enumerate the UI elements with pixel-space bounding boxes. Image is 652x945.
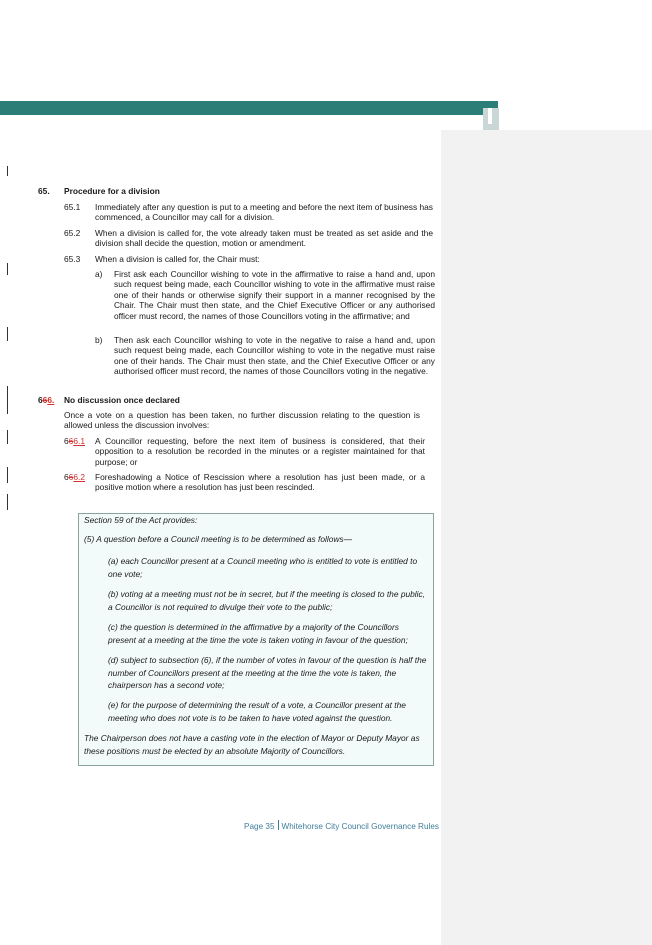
clause-number: 65.3 [64,254,81,264]
clause-text: When a division is called for, the vote already taken must be treated as set aside and the division shall decide the question, motion or amendment. [95,228,433,249]
clause-text: Immediately after any question is put to a meeting and before the next item of business has commenced, a Councillor may call for a division. [95,202,433,223]
clause-number: 65.2 [64,228,81,238]
quote-item-a: (a) each Councillor present at a Council meeting who is entitled to vote is entitled to one vote; [108,556,418,579]
change-bar [7,327,8,341]
change-bar [7,494,8,510]
change-bar [7,263,8,275]
section-66-number: 666. [38,395,55,405]
quote-item-b: (b) voting at a meeting must not be in secret, but if the meeting is closed to the public, a Councillor is not required to divulge their vote to the public; [108,589,426,612]
section-66-intro: Once a vote on a question has been taken, no further discussion relating to the question is allowed unless the discussion involves: [64,410,420,431]
subclause-letter: a) [95,269,103,279]
clause-number: 666.1 [64,436,85,446]
change-bar [7,467,8,483]
quote-item-c: (c) the question is determined in the affirmative by a majority of the Councillors present at a meeting at the time the vote is taken voting in favour of the question; [108,622,408,645]
clause-number: 666.2 [64,472,85,482]
clause-number: 65.1 [64,202,81,212]
subclause-text: First ask each Councillor wishing to vote in the affirmative to raise a hand and, upon such request being made, each Councillor wishing to vote in the affirmative must raise one of their hands or otherwise signify their support in a manner recognised by the Chair. The Chair must then state, and the Chief Executive Officer or any authorised officer must record, the names of those Councillors voting in the affirmative; and [114,269,435,321]
comment-margin-marker [483,108,499,130]
subclause-letter: b) [95,335,103,345]
section-65-title: Procedure for a division [64,186,160,196]
comments-pane[interactable] [441,130,652,945]
clause-text: Foreshadowing a Notice of Rescission where a resolution has just been made, or a positive motion where a resolution has just been rescinded. [95,472,425,493]
clause-text: When a division is called for, the Chair must: [95,254,260,264]
quote-closing: The Chairperson does not have a casting vote in the election of Mayor or Deputy Mayor as these positions must be elected by an absolute Majority of Councillors. [84,733,420,756]
section-65-number: 65. [38,186,50,196]
clause-text: A Councillor requesting, before the next item of business is considered, that their opposition to a resolution be recorded in the minutes or a register maintained for that purpose; or [95,436,425,467]
quote-intro: Section 59 of the Act provides: [84,515,198,525]
footer-page-number: Page 35 [244,822,275,831]
quote-item-e: (e) for the purpose of determining the result of a vote, a Councillor present at the meeting who does not vote is to be taken to have voted against the question. [108,700,406,723]
footer-org-name: Whitehorse City Council Governance Rules [281,822,439,831]
section-66-title: No discussion once declared [64,395,180,405]
change-bar [7,430,8,444]
page-footer [244,820,439,831]
change-bar [7,386,8,414]
subclause-text: Then ask each Councillor wishing to vote in the negative to raise a hand and, upon such request being made, each Councillor wishing to vote in the negative must raise one of their hands. The Chair must then state, and the Chief Executive Officer or any authorised officer must record, the names of those Councillors voting in the negative. [114,335,435,377]
change-bar [7,166,8,176]
header-teal-band [0,101,498,115]
footer-separator [278,820,279,830]
quote-lead: (5) A question before a Council meeting is to be determined as follows— [84,534,352,544]
act-quote-box [78,513,434,766]
quote-item-d: (d) subject to subsection (6), if the number of votes in favour of the question is half the number of Councillors present at the meeting at the time the vote is taken, the chairperson has a second vote; [108,655,427,691]
